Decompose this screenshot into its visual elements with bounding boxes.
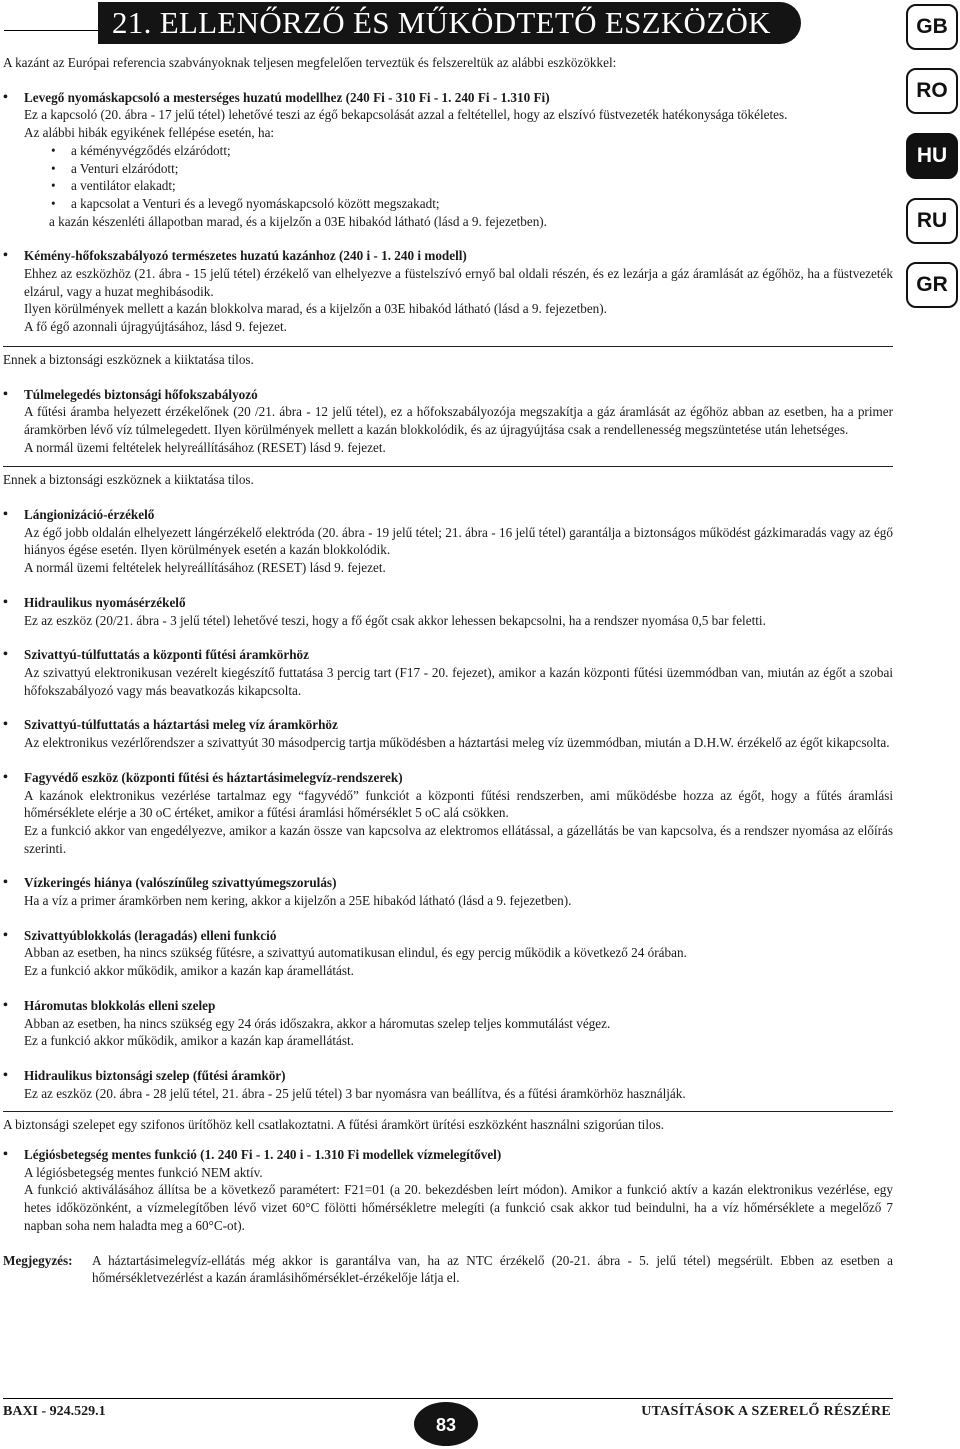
lang-tab-ru[interactable]: RU [906,198,958,244]
lang-tab-ro[interactable]: RO [906,68,958,114]
lang-tab-hu[interactable]: HU [906,133,958,179]
page-number: 83 [414,1402,478,1446]
lang-tab-gb[interactable]: GB [906,4,958,50]
intro-text: A kazánt az Európai referencia szabványoknak teljesen megfelelően terveztük és felszereltük az alábbi eszközökkel: [3,55,617,70]
section-text: Ez a funkció akkor működik, amikor a kazán kap áramellátást. [24,1033,354,1049]
lang-tab-gr[interactable]: GR [906,262,958,308]
section-text: Ez a funkció akkor van engedélyezve, amikor a kazán össze van kapcsolva az elektromos ellátással, a gázellátás be van kapcsolva, és a rendszer nyomása az előírás szerinti. [24,822,893,856]
section-text: Abban az esetben, ha nincs szükség egy 24 órás időszakra, akkor a háromutas szelep teljes kommutálást végez. [24,1015,611,1031]
section-title: • Túlmelegedés biztonsági hőfokszabályozó [3,386,893,404]
footer-section-title: UTASÍTÁSOK A SZERELŐ RÉSZÉRE [641,1404,891,1419]
section-title: • Légiósbetegség mentes funkció (1. 240 Fi - 1. 240 i - 1.310 Fi modellek vízmelegítővel) [3,1146,893,1164]
warning-text: Ennek a biztonsági eszköznek a kiiktatása tilos. [3,351,254,367]
section-text: Ez az eszköz (20. ábra - 28 jelű tétel, 21. ábra - 25 jelű tétel) 3 bar nyomásra van beállítva, és a fűtési áramkörhöz használják. [24,1085,686,1101]
divider [3,1111,893,1112]
note-label: Megjegyzés: [3,1252,73,1268]
section-title: • Szivattyú-túlfuttatás a központi fűtési áramkörhöz [3,646,893,664]
section-text: A normál üzemi feltételek helyreállításához (RESET) lásd 9. fejezet. [24,560,386,576]
note-block [3,1252,893,1287]
divider [3,346,893,347]
section-title: • Hidraulikus biztonsági szelep (fűtési áramkör) [3,1067,893,1085]
section-text: a kazán készenléti állapotban marad, és a kijelzőn a 03E hibakód látható (lásd a 9. fejezetben). [49,213,547,229]
section-text: A fűtési áramba helyezett érzékelőnek (20 /21. ábra - 12 jelű tétel), ez a hőfokszabályozója megszakítja a gáz áramlását az égőhöz abban az esetben, ha a primer áramkörben lévő víz túlmelegedett. Ilyen körülmények mellett a kazán blokkolódik, és az újragyújtása csak a rendellenesség megszüntetése után lehetséges. [24,404,893,437]
section-title: • Háromutas blokkolás elleni szelep [3,997,893,1015]
section-text: Az szivattyú elektronikusan vezérelt kiegészítő futtatása 3 percig tart (F17 - 20. fejezet), amikor a kazán központi fűtési üzemmódban van, miután az égőt a szobai hőfokszabályozó vagy más beavatkozás kikapcsolta. [24,664,893,698]
section-text: A légiósbetegség mentes funkció NEM aktív. [24,1164,263,1180]
section-title: • Szivattyúblokkolás (leragadás) elleni funkció [3,927,893,945]
warning-text: Ennek a biztonsági eszköznek a kiiktatása tilos. [3,472,254,488]
section-text: Ez az eszköz (20/21. ábra - 3 jelű tétel) lehetővé teszi, hogy a fő égőt csak akkor lehessen bekapcsolni, ha a rendszer nyomása 0,5 bar feletti. [24,612,766,628]
section-text: Az égő jobb oldalán elhelyezett lángérzékelő elektróda (20. ábra - 19 jelű tétel; 21. ábra - 16 jelű tétel) garantálja a biztonságos működést gázkimaradás vagy az égő hiányos égése esetén. Ilyen körülmények esetén a kazán blokkolódik. [24,524,893,558]
list-item: • a Venturi elzáródott; [3,160,893,178]
section-text: A funkció aktiválásához állítsa be a következő paramétert: F21=01 (a 20. bekezdésben leírt módon). Amikor a funkció aktív a kazán elektronikus vezérlése, egy hetes időközönként, a vízmelegítőben lévő vizet 60°C fölötti hőmérsékletre melegíti (a funkció csak akkor tud beindulni, ha a víz hőmérséklete a megelőző 7 napban soha nem haladta meg a 60°C-ot). [24,1182,893,1233]
section-text: Az elektronikus vezérlőrendszer a szivattyút 30 másodpercig tartja működésben a háztartási meleg víz üzemmódban, miután a D.H.W. érzékelő az égőt kikapcsolta. [24,735,890,751]
section-title: • Vízkeringés hiánya (valószínűleg szivattyúmegszorulás) [3,874,893,892]
section-text: Ez a funkció akkor működik, amikor a kazán kap áramellátást. [24,963,354,979]
document-body [3,54,893,1287]
section-title: • Levegő nyomáskapcsoló a mesterséges huzatú modellhez (240 Fi - 310 Fi - 1. 240 Fi - 1.310 Fi) [3,89,893,107]
divider [3,466,893,467]
section-text: A normál üzemi feltételek helyreállításához (RESET) lásd 9. fejezet. [24,439,386,455]
list-item: • a kapcsolat a Venturi és a levegő nyomáskapcsoló között megszakadt; [3,195,893,213]
section-text: A fő égő azonnali újragyújtásához, lásd 9. fejezet. [24,319,287,335]
section-title: • Fagyvédő eszköz (központi fűtési és háztartásimelegvíz-rendszerek) [3,769,893,787]
warning-text: A biztonsági szelepet egy szifonos ürítőhöz kell csatlakoztatni. A fűtési áramkört ürítési eszközként használni szigorúan tilos. [3,1117,665,1133]
section-text: A kazánok elektronikus vezérlése tartalmaz egy “fagyvédő” funkciót a központi fűtési rendszerben, ami működésbe hozza az égőt, hogy a fűtés áramlási hőmérséklete elérje a 30 oC értéket, amikor a fűtési áramlási hőmérséklet 5 oC alá csökken. [24,787,893,821]
list-item: • a kéményvégződés elzáródott; [3,142,893,160]
section-text: Ha a víz a primer áramkörben nem kering, akkor a kijelzőn a 25E hibakód látható (lásd a 9. fejezetben). [24,893,572,909]
section-text: Az alábbi hibák egyikének fellépése esetén, ha: [24,125,275,141]
footer-doc-code: BAXI - 924.529.1 [3,1404,106,1419]
section-text: Ilyen körülmények mellett a kazán blokkolva marad, és a kijelzőn a 03E hibakód látható (lásd a 9. fejezetben). [24,301,607,317]
section-title: • Kémény-hőfokszabályozó természetes huzatú kazánhoz (240 i - 1. 240 i modell) [3,247,893,265]
note-text: A háztartásimelegvíz-ellátás még akkor is garantálva van, ha az NTC érzékelő (20-21. ábra - 5. jelű tétel) megsérült. Ebben az esetben a hőmérsékletvezérlést a kazán áramlásihőmérséklet-érzékelője látja el. [92,1252,893,1286]
section-text: Ez a kapcsoló (20. ábra - 17 jelű tétel) lehetővé teszi az égő bekapcsolását azzal a feltétellel, hogy az elszívó füstvezeték hatékonysága tökéletes. [24,107,788,123]
page-title: 21. ELLENŐRZŐ ÉS MŰKÖDTETŐ ESZKÖZÖK [98,2,801,44]
section-title: • Hidraulikus nyomásérzékelő [3,594,893,612]
section-text: Abban az esetben, ha nincs szükség fűtésre, a szivattyú automatikusan elindul, és egy percig működik a következő 24 órában. [24,945,687,961]
section-title: • Lángionizáció-érzékelő [3,506,893,524]
title-rule [4,30,98,31]
footer-rule [3,1398,893,1399]
list-item: • a ventilátor elakadt; [3,177,893,195]
section-text: Ehhez az eszközhöz (21. ábra - 15 jelű tétel) érzékelő van elhelyezve a füstelszívó ernyő bal oldali részén, és ez lezárja a gáz áramlását az égőhöz, ha a füstvezeték elzárul, vagy a huzat meghibásodik. [24,266,893,299]
section-title: • Szivattyú-túlfuttatás a háztartási meleg víz áramkörhöz [3,716,893,734]
